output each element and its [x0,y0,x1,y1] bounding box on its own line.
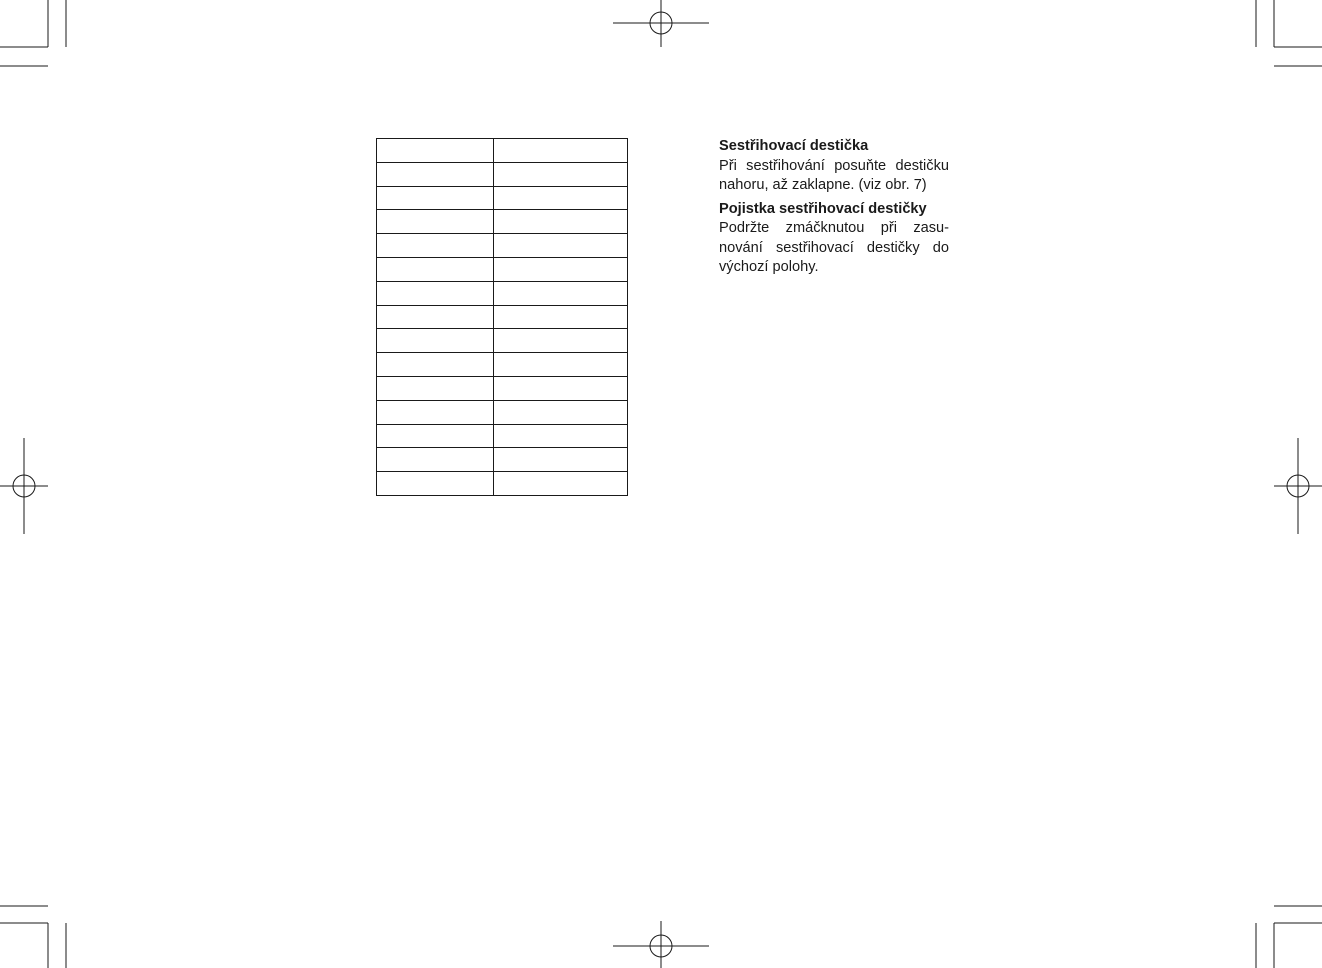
section-body-plate-lock: Podržte zmáčknutou při zasu-nování sestřihovací destičky do výchozí polohy. [719,220,949,275]
table-cell [494,472,628,496]
table-row [377,472,628,496]
table-row [377,329,628,353]
table-cell [377,448,494,472]
empty-grid-table [376,138,628,496]
table-cell [494,162,628,186]
table-row [377,353,628,377]
table-cell [494,281,628,305]
table-cell [494,210,628,234]
table-row [377,139,628,163]
table-row [377,448,628,472]
table-row [377,305,628,329]
table-cell [494,400,628,424]
table-row [377,234,628,258]
table-row [377,257,628,281]
table-cell [377,162,494,186]
table-cell [377,210,494,234]
table-row [377,400,628,424]
table-cell [377,257,494,281]
table-cell [494,329,628,353]
table-row [377,210,628,234]
table-cell [494,376,628,400]
table-cell [377,139,494,163]
table-cell [377,376,494,400]
table-row [377,281,628,305]
table-cell [494,186,628,210]
table-cell [377,305,494,329]
table-cell [494,139,628,163]
table-cell [377,424,494,448]
text-column [719,137,949,278]
section-body-trimmer-plate: Při sestřihování posuňte destičku nahoru, až zaklapne. (viz obr. 7) [719,157,949,193]
table-cell [377,281,494,305]
table-cell [377,186,494,210]
table-cell [494,353,628,377]
table-cell [494,448,628,472]
table-cell [377,400,494,424]
table-cell [494,234,628,258]
section-heading-trimmer-plate: Sestřihovací destička [719,138,869,154]
table-cell [377,353,494,377]
table-row [377,424,628,448]
section-heading-plate-lock: Pojistka sestřihovací destičky [719,200,927,217]
table-cell [377,329,494,353]
table-row [377,162,628,186]
table-cell [494,257,628,281]
table-row [377,376,628,400]
table-row [377,186,628,210]
table-cell [494,424,628,448]
table-cell [377,472,494,496]
table-cell [377,234,494,258]
table-cell [494,305,628,329]
